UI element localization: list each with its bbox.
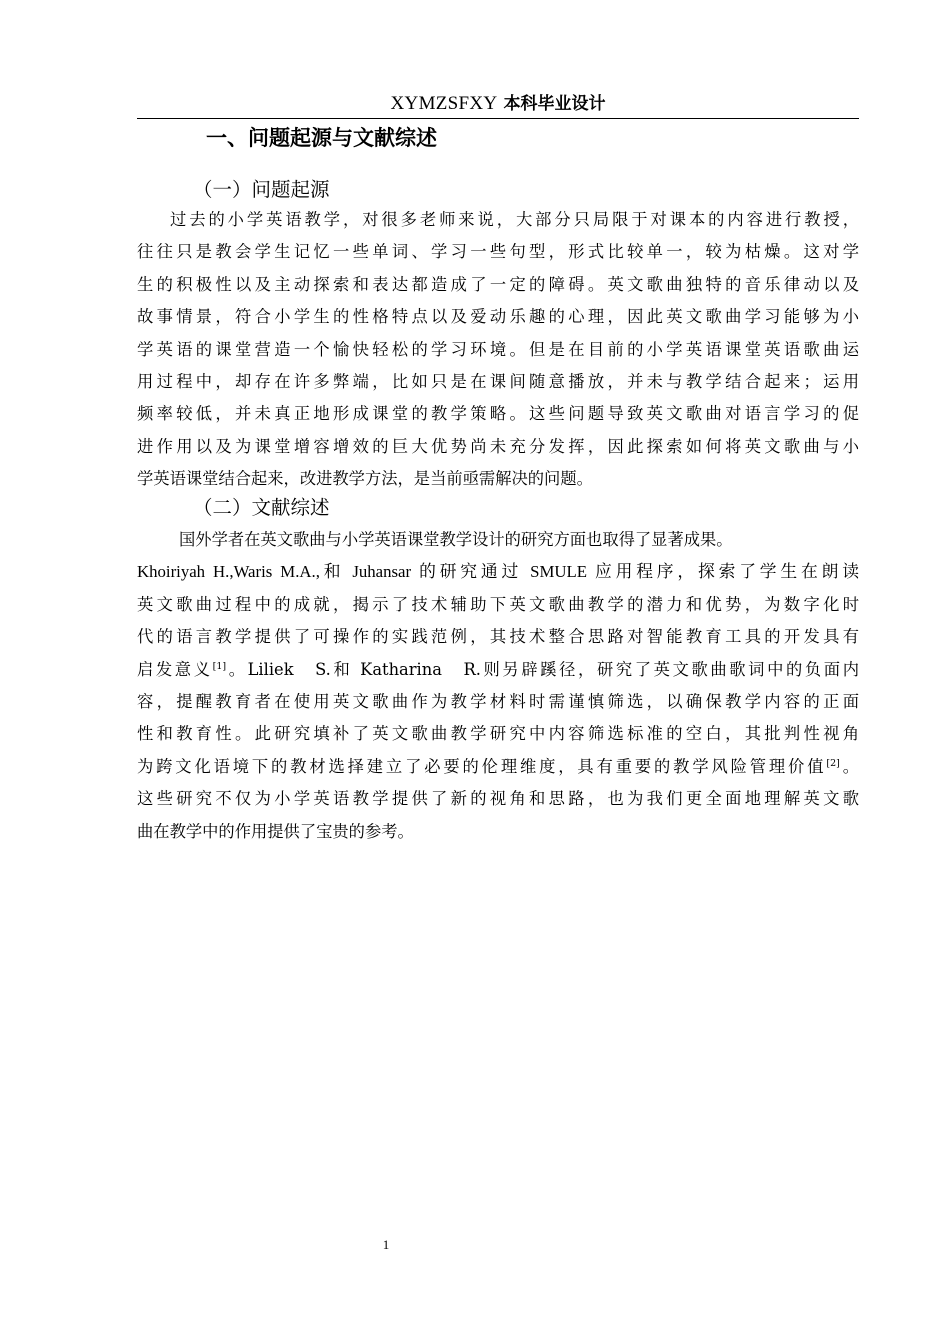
header-school-code: XYMZSFXY xyxy=(390,93,498,114)
paragraph-line: 学英语的课堂营造一个愉快轻松的学习环境。但是在目前的小学英语课堂英语歌曲运 xyxy=(137,339,859,359)
paragraph-line: 用过程中，却存在许多弊端，比如只是在课间随意播放，并未与教学结合起来；运用 xyxy=(137,371,859,391)
paragraph-line xyxy=(137,556,859,588)
paragraph-line: 容，提醒教育者在使用英文歌曲作为教学材料时需谨慎筛选，以确保教学内容的正面 xyxy=(137,691,859,711)
paragraph-line: 往往只是教会学生记忆一些单词、学习一些句型，形式比较单一，较为枯燥。这对学 xyxy=(137,242,859,262)
paragraph-line xyxy=(137,654,859,686)
citation-ref-1: [1] xyxy=(212,660,227,672)
page-number: 1 xyxy=(382,1237,390,1252)
paragraph-line: 性和教育性。此研究填补了英文歌曲教学研究中内容筛选标准的空白，其批判性视角 xyxy=(137,724,859,744)
paragraph-line: 英文歌曲过程中的成就，揭示了技术辅助下英文歌曲教学的潜力和优势，为数字化时 xyxy=(137,594,859,614)
paragraph-line: 过去的小学英语教学，对很多老师来说，大部分只局限于对课本的内容进行教授， xyxy=(170,210,859,229)
subsection-title-review: （二）文献综述 xyxy=(193,496,330,519)
section-title: 一、问题起源与文献综述 xyxy=(206,126,437,150)
paragraph-line: 生的积极性以及主动探索和表达都造成了一定的障碍。英文歌曲独特的音乐律动以及 xyxy=(137,274,859,294)
header-doc-type: 本科毕业设计 xyxy=(503,94,606,114)
citation-ref-2: [2] xyxy=(826,757,840,769)
line-text: 。 xyxy=(839,756,859,776)
page-header xyxy=(137,90,859,119)
line-text: 启发意义 xyxy=(137,659,213,679)
paragraph-line: 代的语言教学提供了可操作的实践范例，其技术整合思路对智能教育工具的开发具有 xyxy=(137,627,859,647)
subsection-title-origin: （一）问题起源 xyxy=(193,178,330,201)
paragraph-line: 进作用以及为课堂增容增效的巨大优势尚未充分发挥，因此探索如何将英文歌曲与小 xyxy=(137,436,859,456)
paragraph-line: 故事情景，符合小学生的性格特点以及爱动乐趣的心理，因此英文歌曲学习能够为小 xyxy=(137,307,859,327)
citation-authors-line: Khoiriyah H.,Waris M.A.,和 Juhansar 的研究通过 SMULE 应用程序，探索了学生在朗读 xyxy=(137,562,859,582)
line-text: 。Liliek S.和 Katharina R.则另辟蹊径，研究了英文歌曲歌词中的负面内 xyxy=(226,659,859,679)
paragraph-line: 学英语课堂结合起来，改进教学方法，是当前亟需解决的问题。 xyxy=(137,469,593,489)
paragraph-review xyxy=(137,524,859,848)
paragraph-line: 国外学者在英文歌曲与小学英语课堂教学设计的研究方面也取得了显著成果。 xyxy=(179,530,733,549)
paragraph-line: 这些研究不仅为小学英语教学提供了新的视角和思路，也为我们更全面地理解英文歌 xyxy=(137,789,859,809)
paragraph-origin xyxy=(137,204,859,496)
paragraph-line: 频率较低，并未真正地形成课堂的教学策略。这些问题导致英文歌曲对语言学习的促 xyxy=(137,404,859,424)
line-text: 为跨文化语境下的教材选择建立了必要的伦理维度，具有重要的教学风险管理价值 xyxy=(137,756,827,776)
paragraph-line xyxy=(137,751,859,783)
paragraph-line: 曲在教学中的作用提供了宝贵的参考。 xyxy=(137,821,414,841)
